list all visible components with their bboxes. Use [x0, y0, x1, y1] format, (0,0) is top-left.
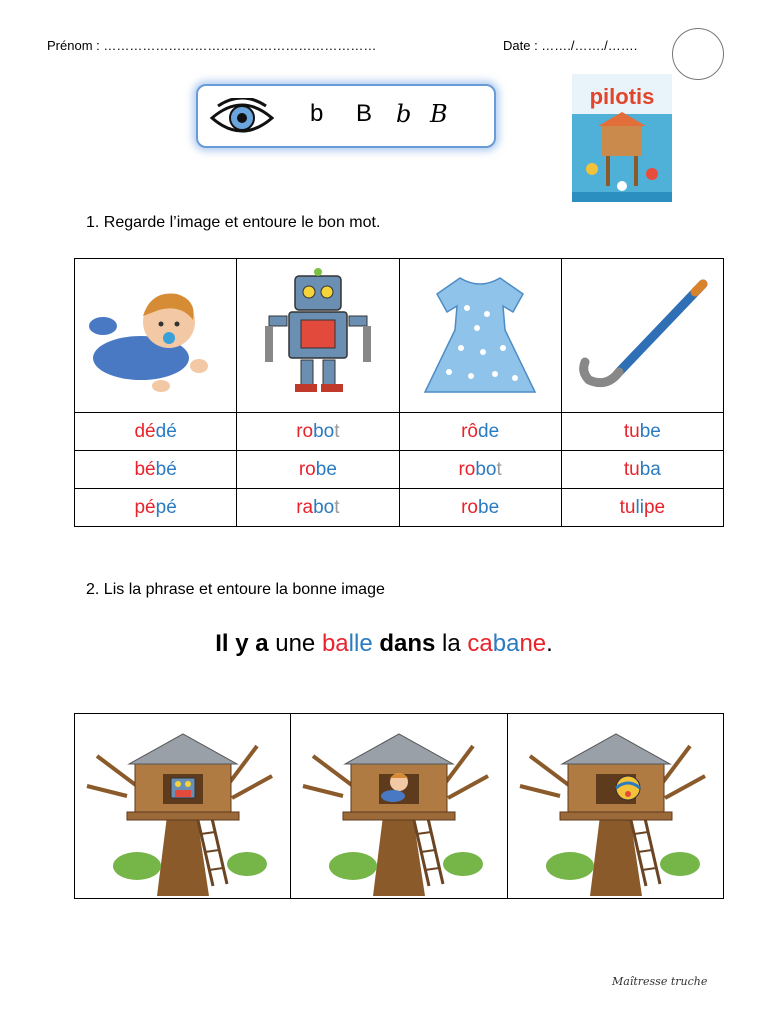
word-row [75, 489, 724, 527]
syllable: bo [475, 458, 497, 480]
choice-treehouse-robot[interactable] [75, 714, 291, 898]
target-sentence [0, 630, 768, 658]
syllable: be [639, 420, 661, 442]
syllable: t [334, 496, 340, 518]
word-table [74, 258, 724, 527]
eye-icon [210, 98, 274, 138]
word-row [75, 413, 724, 451]
word-option[interactable] [561, 489, 723, 527]
syllable: pé [155, 496, 177, 518]
syllable: ro [296, 420, 314, 442]
syllable: rô [461, 420, 478, 442]
syllable: be [315, 458, 337, 480]
syllable: pe [643, 496, 666, 518]
syllable: ro [461, 496, 478, 518]
syllable: dé [134, 420, 156, 442]
syllable: ro [458, 458, 476, 480]
syllable: pé [134, 496, 156, 518]
word-option[interactable] [75, 413, 237, 451]
treehouse-choices [74, 713, 724, 899]
cell-dress [399, 259, 561, 413]
letter-lowercase-print: b [310, 100, 324, 127]
syllable: ba [639, 458, 661, 480]
letter-lowercase-cursive: b [396, 100, 412, 128]
syllable: tu [623, 420, 640, 442]
sentence-part: lle [348, 630, 373, 657]
word-option[interactable] [237, 451, 399, 489]
word-option[interactable] [561, 451, 723, 489]
sentence-part: ba [321, 630, 349, 657]
syllable: ra [296, 496, 314, 518]
image-row [75, 259, 724, 413]
syllable: tu [623, 458, 640, 480]
syllable: li [635, 496, 644, 518]
word-option[interactable] [399, 489, 561, 527]
snorkel-image [567, 268, 717, 398]
sentence-part: . [546, 630, 553, 657]
word-option[interactable] [399, 413, 561, 451]
word-option[interactable] [75, 451, 237, 489]
grade-circle [672, 28, 724, 80]
syllable: t [334, 420, 340, 442]
syllable: ro [298, 458, 316, 480]
syllable: tu [619, 496, 636, 518]
syllable: bo [313, 496, 335, 518]
sentence-part: dans [372, 630, 436, 657]
sentence-part: une [268, 630, 322, 657]
word-option[interactable] [75, 489, 237, 527]
syllable: dé [155, 420, 177, 442]
letter-uppercase-cursive: B [430, 100, 448, 128]
cell-snorkel [561, 259, 723, 413]
cell-baby [75, 259, 237, 413]
word-option[interactable] [399, 451, 561, 489]
syllable: t [496, 458, 502, 480]
baby-image [81, 268, 231, 398]
book-title: pilotis [589, 84, 655, 109]
first-name-field: Prénom : ……………………………………………………… [47, 38, 377, 53]
letter-uppercase-print: B [356, 100, 373, 127]
date-field: Date : ……./……./……. [503, 38, 638, 53]
word-option[interactable] [561, 413, 723, 451]
choice-treehouse-ball[interactable] [508, 714, 723, 898]
sentence-part: Il y a [215, 630, 269, 657]
syllable: bo [313, 420, 335, 442]
treehouse-robot-image [77, 716, 287, 896]
dress-image [405, 268, 555, 398]
pilotis-book-cover [572, 74, 672, 202]
question-1: 1. Regarde l’image et entoure le bon mot. [86, 214, 381, 231]
signature: Maîtresse truche [612, 975, 708, 988]
choice-treehouse-baby[interactable] [291, 714, 507, 898]
question-2: 2. Lis la phrase et entoure la bonne image [86, 581, 385, 598]
syllable: bé [155, 458, 177, 480]
sentence-part: ba [492, 630, 520, 657]
sentence-part: ca [467, 630, 493, 657]
word-option[interactable] [237, 413, 399, 451]
robot-image [243, 268, 393, 398]
syllable: de [478, 420, 500, 442]
sentence-part: la [435, 630, 468, 657]
treehouse-ball-image [510, 716, 720, 896]
sentence-part: ne [519, 630, 547, 657]
letter-box [196, 84, 496, 148]
syllable: be [478, 496, 500, 518]
syllable: bé [134, 458, 156, 480]
treehouse-baby-image [293, 716, 503, 896]
word-option[interactable] [237, 489, 399, 527]
cell-robot [237, 259, 399, 413]
word-row [75, 451, 724, 489]
